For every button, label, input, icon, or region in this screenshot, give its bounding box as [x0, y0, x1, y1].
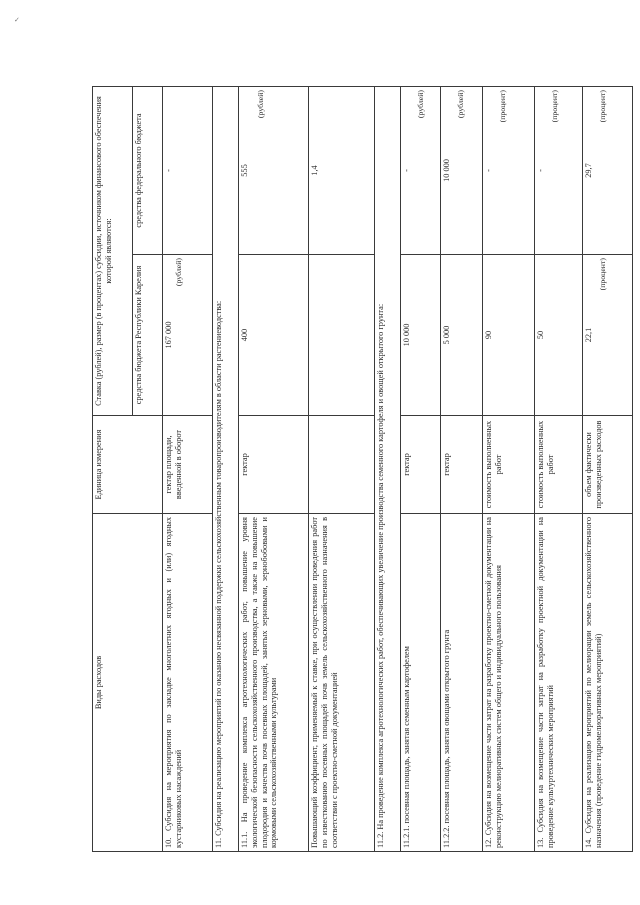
row-14-unit: объем фактически произведенных расходов [583, 416, 633, 514]
row-13-type: 13. Субсидия на возмещение части затрат на разработку проектной документации на проведение культуртехнических мероприятий [535, 514, 583, 852]
row-12-unit: стоимость выполненных работ [483, 416, 535, 514]
row-12-federal [483, 86, 535, 254]
table-row-11-1 [239, 86, 309, 851]
row-11-2-1-federal [401, 86, 441, 254]
rotated-page [92, 87, 607, 852]
row-11-2-2-federal-unit: (рублей) [455, 89, 465, 119]
table-row-11 [213, 86, 239, 851]
row-14-federal-unit: (процент) [597, 89, 607, 123]
row-14-regional-value: 22,1 [584, 327, 593, 343]
row-11-coefficient-regional [309, 255, 375, 416]
row-13-federal-unit: (процент) [549, 89, 559, 123]
subsidy-rates-table [92, 86, 633, 852]
row-11-2-2-federal-value: 10 000 [442, 159, 451, 182]
row-10-regional-value: 167 000 [164, 321, 173, 349]
table-row-12 [483, 86, 535, 851]
row-12-type: 12. Субсидия на возмещение части затрат на разработку проектно-сметной документации на реконструкцию мелиоративных систем общего и индивидуального пользования [483, 514, 535, 852]
header-expense-types: Виды расходов [93, 514, 163, 852]
row-11-coefficient-unit [309, 416, 375, 514]
table-row-14 [583, 86, 633, 851]
row-10-regional [163, 255, 213, 416]
table-row-11-coefficient [309, 86, 375, 851]
row-11-2-1-type: 11.2.1. посевная площадь, занятая семенным картофелем [401, 514, 441, 852]
row-11-2-1-federal-unit: (рублей) [415, 89, 425, 119]
row-11-1-federal-unit: (рублей) [255, 89, 265, 119]
row-11-2-1-federal-value: - [402, 169, 411, 172]
row-11-1-unit: гектар [239, 416, 309, 514]
row-11-2-2-type: 11.2.2. посевная площадь, занятая овощами открытого грунта [441, 514, 483, 852]
row-10-regional-unit: (рублей) [173, 258, 183, 287]
row-11-1-federal [239, 86, 309, 254]
table-row-13 [535, 86, 583, 851]
header-regional-budget: средства бюджета Республики Карелия [133, 255, 163, 416]
row-12-federal-unit: (процент) [497, 89, 507, 123]
row-13-federal-value: - [536, 169, 545, 172]
row-14-federal [583, 86, 633, 254]
row-12-federal-value: - [484, 169, 493, 172]
header-rate: Ставка (рублей), размер (в процентах) субсидии, источником финансового обеспечения которой являются: [93, 86, 133, 415]
table-row-11-2-1 [401, 86, 441, 851]
row-11-2-1-unit: гектар [401, 416, 441, 514]
row-14-regional-unit: (процент) [597, 258, 607, 291]
row-11-coefficient-type: Повышающий коэффициент, применяемый к ставке, при осуществлении проведения работ по известкованию посевных площадей почв земель сельскохозяйственного назначения в соответствии с проектно-сметной документацией [309, 514, 375, 852]
header-unit: Единица измерения [93, 416, 163, 514]
row-11-2-2-federal [441, 86, 483, 254]
row-11-2-2-regional: 5 000 [441, 255, 483, 416]
row-10-type: 10. Субсидия на мероприятия по закладке многолетних ягодных и (или) ягодных кустарниковых насаждений [163, 514, 213, 852]
row-14-federal-value: 29,7 [584, 163, 593, 178]
row-11-type: 11. Субсидия на реализацию мероприятий по оказанию несвязанной поддержки сельскохозяйственным товаропроизводителям в области растениеводства: [213, 86, 239, 851]
row-13-regional: 50 [535, 255, 583, 416]
header-federal-budget: средства федерального бюджета [133, 86, 163, 254]
row-11-2-2-unit: гектар [441, 416, 483, 514]
header-row [93, 86, 133, 851]
row-10-federal: - [163, 86, 213, 254]
row-11-1-regional: 400 [239, 255, 309, 416]
row-10-unit: гектар площади, введенной в оборот [163, 416, 213, 514]
table-row-10 [163, 86, 213, 851]
row-14-type: 14. Субсидия на реализацию мероприятий по мелиорации земель сельскохозяйственного назначения (проведение гидромелиоративных мероприятий) [583, 514, 633, 852]
row-11-1-type: 11.1. На проведение комплекса агротехнологических работ, повышение уровня экологической безопасности сельскохозяйственного производства, а также на повышение плодородия и качества почв посевных площадей, занятых зерновыми, зернобобовыми и кормовыми сельскохозяйственными культурами [239, 514, 309, 852]
row-12-regional: 90 [483, 255, 535, 416]
row-13-federal [535, 86, 583, 254]
table-row-11-2-2 [441, 86, 483, 851]
row-13-unit: стоимость выполненных работ [535, 416, 583, 514]
row-11-1-federal-value: 555 [240, 164, 249, 177]
page-mark: ✓ [14, 16, 20, 24]
row-11-2-type: 11.2. На проведение комплекса агротехнологических работ, обеспечивающих увеличение производства семенного картофеля и овощей открытого грунта: [375, 86, 401, 851]
row-11-coefficient-federal: 1,4 [309, 86, 375, 254]
row-11-2-1-regional: 10 000 [401, 255, 441, 416]
row-14-regional [583, 255, 633, 416]
table-row-11-2 [375, 86, 401, 851]
